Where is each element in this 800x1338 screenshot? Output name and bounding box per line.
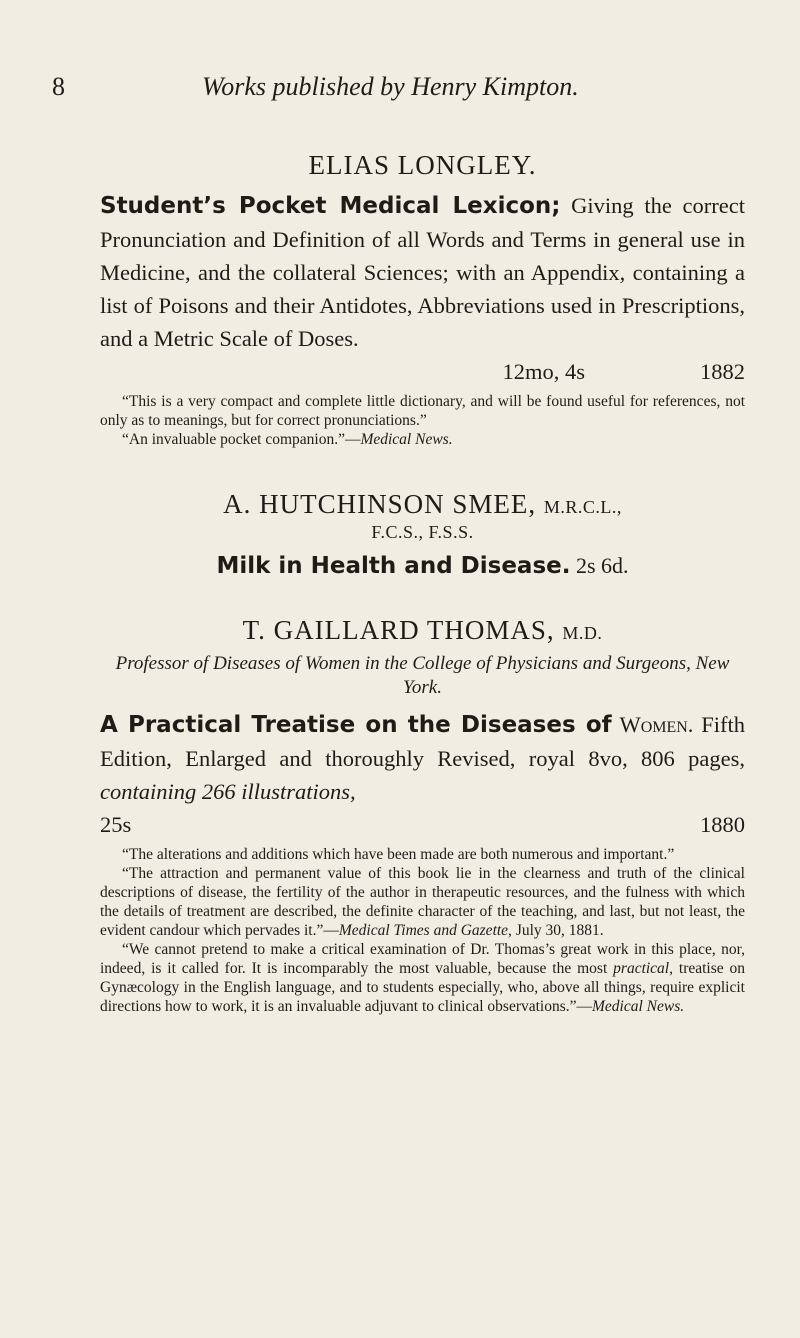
review-quote: “The alterations and additions which have been made are both numerous and important.” [122,846,675,863]
review-emphasis: practical, [613,960,673,977]
book-entry [100,708,745,808]
book-title: Student’s Pocket Medical Lexicon; [100,193,561,219]
book-entry [100,553,745,579]
review-text-cont: treatise on Gynæcology in the English language, and to students especially, who, above all things, require explicit directions how to work, it is an invaluable adjuvant to clinical observations.”— [100,960,746,1015]
author-name: ELIAS LONGLEY. [308,150,537,180]
text-column [100,150,745,1016]
book-price: 25s [100,812,132,837]
book-description: Fifth Edition, Enlarged and thoroughly Revised, royal 8vo, 806 pages, [100,712,745,771]
book-illustrations: containing 266 illustrations, [100,779,356,804]
author-name [100,615,745,646]
review-source: Medical News. [592,998,685,1015]
author-affiliation: Professor of Diseases of Women in the College of Physicians and Surgeons, New York. [115,653,730,698]
book-description: Giving the correct Pronunciation and Definition of all Words and Terms in general use in Medicine, and the collateral Sciences; with an Appendix, containing a list of Poisons and their Antidotes, Abbreviations used in Prescriptions, and a Metric Scale of Doses. [100,193,746,351]
author-degree: M.D. [562,623,603,643]
book-title: A Practical Treatise on the Diseases of [100,712,612,738]
entry-longley [100,150,745,449]
review-source: Medical News. [360,431,453,448]
book-title-continued: Women. [619,712,694,737]
book-price: 2s 6d. [575,553,629,578]
entry-smee [100,489,745,579]
author-name-text: T. GAILLARD THOMAS, [242,615,555,645]
review-quote [100,864,745,940]
price-year-row [100,808,745,841]
book-year: 1882 [700,359,745,384]
book-format-price: 12mo, 4s [502,359,585,384]
review-source: Medical Times and Gazette, [338,922,512,939]
review-date: July 30, 1881. [515,922,604,939]
page-number: 8 [52,72,65,101]
book-title: Milk in Health and Disease. [216,553,571,579]
review-text: “An invaluable pocket companion.”— [122,431,361,448]
author-name [100,489,745,520]
review-quote [100,430,745,449]
running-title: Works published by Henry Kimpton. [202,72,579,101]
page-header [52,72,748,104]
entry-thomas [100,615,745,1016]
author-degrees: M.R.C.L., [543,497,622,517]
format-row [100,355,745,388]
author-name-text: A. HUTCHINSON SMEE, [223,489,537,519]
review-text: “The attraction and permanent value of this book lie in the clearness and truth of the clinical descriptions of disease, the fertility of the author in therapeutic resources, and the fulness with which the details of treatment are described, the definite character of the teaching, and last, but not least, the evident candour which pervades it.”— [100,865,745,939]
review-quote [100,940,745,1016]
book-year: 1880 [700,812,745,837]
review-text: “We cannot pretend to make a critical examination of Dr. Thomas’s great work in this place, nor, indeed, is it called for. It is incomparably the most valuable, because the most [100,941,745,977]
author-credentials: F.C.S., F.S.S. [371,522,474,542]
review-quote: “This is a very compact and complete little dictionary, and will be found useful for references, not only as to meanings, but for correct pronunciations.” [100,393,745,429]
